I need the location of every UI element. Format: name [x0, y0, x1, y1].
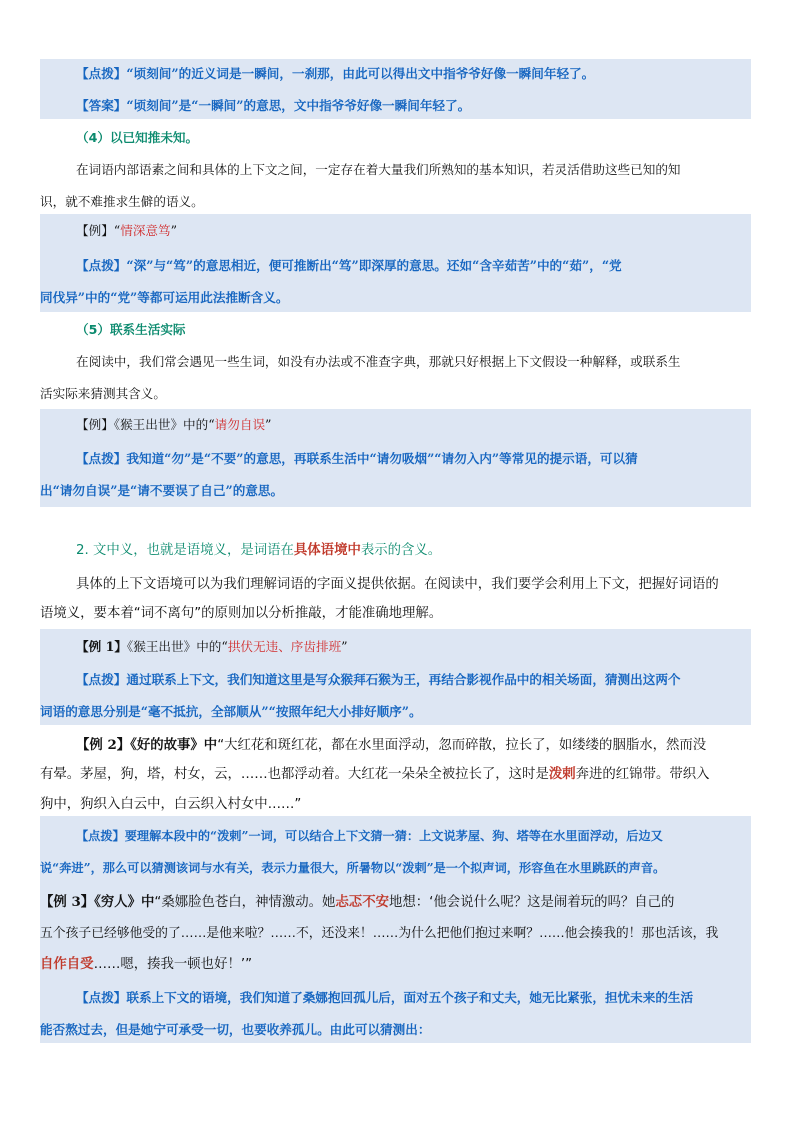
tip-line: 【点拨】我知道“勿”是“不要”的意思，再联系生活中“请勿吸烟”“请勿入内”等常见的提示语，可以猜 [76, 451, 638, 466]
tip-line: 同伐异”中的“党”等都可运用此法推断含义。 [40, 290, 289, 305]
tip-line: 出“请勿自误”是“请不要误了自己”的意思。 [40, 483, 284, 498]
example-line: 【例】“情深意笃” [76, 223, 178, 238]
tip-line: 【点拨】要理解本段中的“泼剌”一词，可以结合上下文猜一猜：上文说茅屋、狗、塔等在水里面浮动，后边又 [76, 829, 663, 843]
heading-4: （4）以已知推未知。 [76, 130, 199, 145]
quote-line: 自作自受……嗯，揍我一顿也好！’” [40, 957, 253, 972]
paragraph-line: 活实际来猜测其含义。 [40, 386, 166, 401]
heading-5: （5）联系生活实际 [76, 322, 186, 337]
paragraph-line: 具体的上下文语境可以为我们理解词语的字面义提供依据。在阅读中，我们要学会利用上下文，把握好词语的 [76, 577, 719, 592]
paragraph-line: 语境义，要本着“词不离句”的原则加以分析推敲，才能准确地理解。 [40, 606, 443, 621]
example-line: 【例 1】《猴王出世》中的“拱伏无违、序齿排班” [76, 639, 348, 654]
tip-line: 说“奔进”，那么可以猜测该词与水有关，表示力量很大，所暑物以“泼剌”是一个拟声词，形容鱼在水里跳跃的声音。 [40, 861, 666, 875]
quote-line: 狗中，狗织入白云中，白云织入村女中……” [40, 797, 302, 812]
tip-line: 能否熬过去，但是她宁可承受一切，也要收养孤儿。由此可以猜测出： [40, 1022, 431, 1037]
tip-line: 【点拨】“深”与“笃”的意思相近，便可推断出“笃”即深厚的意思。还如“含辛茹苦”中的“茹”，“党 [76, 258, 622, 273]
quote-line: 有晕。茅屋，狗，塔，村女，云，……也都浮动着。大红花一朵朵全被拉长了，这时是泼剌奔进的红锦带。带织入 [40, 767, 710, 782]
example-line: 【例】《猴王出世》中的“请勿自误” [76, 417, 272, 432]
paragraph-line: 识，就不难推求生僻的语义。 [40, 194, 204, 209]
answer-line: 【答案】“顷刻间”是“一瞬间”的意思，文中指爷爷好像一瞬间年轻了。 [76, 98, 471, 113]
quote-line: 【例 3】《穷人》中“桑娜脸色苍白，神情激动。她忐忑不安地想：‘他会说什么呢？这是闹着玩的吗？自己的 [40, 894, 675, 910]
tip-line: 词语的意思分别是“毫不抵抗，全部顺从”“按照年纪大小排好顺序”。 [40, 704, 422, 719]
quote-line: 五个孩子已经够他受的了……是他来啦？……不，还没来！……为什么把他们抱过来啊？……他会揍我的！那也活该，我 [40, 926, 719, 941]
tip-line: 【点拨】“顷刻间”的近义词是一瞬间，一刹那，由此可以得出文中指爷爷好像一瞬间年轻了。 [76, 66, 595, 81]
paragraph-line: 在词语内部语素之间和具体的上下文之间，一定存在着大量我们所熟知的基本知识，若灵活借助这些已知的知 [76, 162, 681, 177]
paragraph-line: 在阅读中，我们常会遇见一些生词，如没有办法或不准查字典，那就只好根据上下文假设一种解释，或联系生 [76, 354, 681, 369]
tip-line: 【点拨】通过联系上下文，我们知道这里是写众猴拜石猴为王，再结合影视作品中的相关场面，猜测出这两个 [76, 672, 681, 687]
section-heading: 2. 文中义，也就是语境义，是词语在具体语境中表示的含义。 [76, 543, 442, 558]
tip-line: 【点拨】联系上下文的语境，我们知道了桑娜抱回孤儿后，面对五个孩子和丈夫，她无比紧张，担忧未来的生活 [76, 990, 694, 1005]
quote-line: 【例 2】《好的故事》中“大红花和斑红花，都在水里面浮动，忽而碎散，拉长了，如缕缕的胭脂水，然而没 [76, 737, 707, 753]
